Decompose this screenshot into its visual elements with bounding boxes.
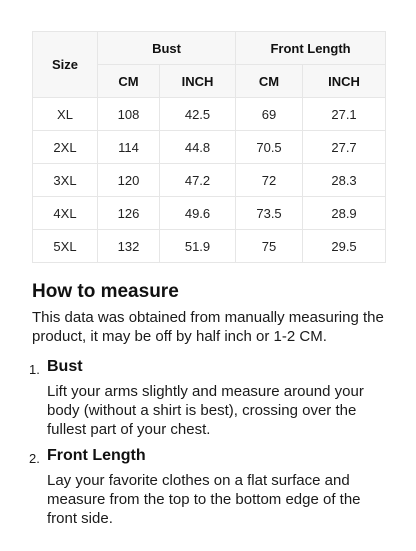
size-cell: 2XL xyxy=(33,131,98,164)
step-description: Lay your favorite clothes on a flat surface and measure from the top to the bottom edge of the front side. xyxy=(47,472,361,527)
bust-inch-cell: 44.8 xyxy=(160,131,236,164)
measure-steps-list xyxy=(29,357,394,535)
front-length-cm-cell: 73.5 xyxy=(236,197,303,230)
front-length-inch-header: INCH xyxy=(303,65,386,98)
bust-inch-cell: 51.9 xyxy=(160,230,236,263)
table-row xyxy=(33,197,386,230)
step-number: 1. xyxy=(29,362,40,377)
measure-intro-text: This data was obtained from manually measuring the product, it may be off by half inch or 1-2 CM. xyxy=(32,309,384,345)
step-title: Bust xyxy=(47,358,83,375)
list-item-front-length xyxy=(29,446,394,528)
front-length-group-header: Front Length xyxy=(236,32,386,65)
front-length-cm-cell: 69 xyxy=(236,98,303,131)
front-length-cm-header: CM xyxy=(236,65,303,98)
step-description: Lift your arms slightly and measure around your body (without a shirt is best), crossing over the fullest part of your chest. xyxy=(47,383,364,438)
size-cell: 4XL xyxy=(33,197,98,230)
front-length-inch-cell: 28.9 xyxy=(303,197,386,230)
bust-group-header: Bust xyxy=(98,32,236,65)
bust-cm-cell: 120 xyxy=(98,164,160,197)
bust-cm-cell: 108 xyxy=(98,98,160,131)
table-row xyxy=(33,98,386,131)
bust-inch-cell: 42.5 xyxy=(160,98,236,131)
front-length-cm-cell: 70.5 xyxy=(236,131,303,164)
front-length-inch-cell: 27.1 xyxy=(303,98,386,131)
bust-cm-header: CM xyxy=(98,65,160,98)
table-row xyxy=(33,131,386,164)
step-number: 2. xyxy=(29,451,40,466)
front-length-inch-cell: 29.5 xyxy=(303,230,386,263)
list-item-bust xyxy=(29,357,394,439)
bust-inch-cell: 49.6 xyxy=(160,197,236,230)
front-length-cm-cell: 72 xyxy=(236,164,303,197)
size-cell: 5XL xyxy=(33,230,98,263)
table-row xyxy=(33,164,386,197)
bust-inch-header: INCH xyxy=(160,65,236,98)
front-length-inch-cell: 27.7 xyxy=(303,131,386,164)
size-cell: 3XL xyxy=(33,164,98,197)
bust-cm-cell: 132 xyxy=(98,230,160,263)
bust-cm-cell: 114 xyxy=(98,131,160,164)
bust-inch-cell: 47.2 xyxy=(160,164,236,197)
size-chart-table xyxy=(32,31,386,263)
front-length-cm-cell: 75 xyxy=(236,230,303,263)
size-cell: XL xyxy=(33,98,98,131)
step-title: Front Length xyxy=(47,447,146,464)
how-to-measure-title: How to measure xyxy=(32,281,179,302)
front-length-inch-cell: 28.3 xyxy=(303,164,386,197)
size-column-header: Size xyxy=(33,32,98,98)
bust-cm-cell: 126 xyxy=(98,197,160,230)
table-row xyxy=(33,230,386,263)
